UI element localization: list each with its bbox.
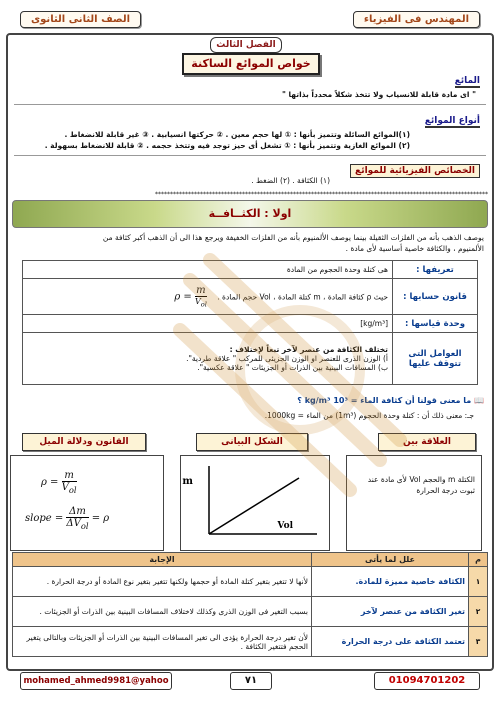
row-answer: بسبب التغير فى الوزن الذرى وكذلك لاختلاف المسافات البينية بين الذرات أو الجزيئات . xyxy=(13,597,312,627)
graph-box xyxy=(180,455,330,551)
law-cell xyxy=(23,279,393,315)
intro-line-2: الألمنيوم ، والكثافة خاصية أساسية لأى مادة . xyxy=(345,244,484,253)
factors-cell xyxy=(23,333,393,385)
row-number: ٣ xyxy=(469,627,488,657)
page-number: ٧١ xyxy=(230,672,272,690)
grade-badge: الصف الثانى الثانوى xyxy=(20,11,141,28)
law-box-label: القانون ودلالة الميل xyxy=(22,433,146,451)
fluid-definition: " اى مادة قابلة للانسياب ولا تتخذ شكلاً محدداً بذاتها " xyxy=(281,90,476,99)
relation-text-2: ثبوت درجة الحرارة xyxy=(416,486,475,495)
unit-label: وحدة قياسها : xyxy=(393,315,478,333)
intro-line-1: يوصف الذهب بأنه من الفلزات الثقيلة بينما يوصف الألمنيوم بأنه من الفلزات الخفيفة ويرجع هذا الى أن الذهب أكبر كثافة من xyxy=(102,233,484,242)
def-value: هى كتلة وحدة الحجوم من المادة xyxy=(23,261,393,279)
props-label: الخصائص الفيزيائية للموائع xyxy=(350,164,480,178)
law-label: قانون حسابها : xyxy=(393,279,478,315)
law-box xyxy=(10,455,164,551)
factors-label: العوامل التى تتوقف عليها xyxy=(393,333,478,385)
graph-ylabel: m xyxy=(182,476,193,487)
qa-header-a: الإجابة xyxy=(13,553,312,567)
row-answer: لأن تغير درجة الحرارة يؤدى الى تغير المسافات البينية بين الذرات أو الجزيئات وبالتالى يتغير الحجم فتتغير الكثافة . xyxy=(13,627,312,657)
row-number: ٢ xyxy=(469,597,488,627)
row-question: تغير الكثافة من عنصر لآخر xyxy=(312,597,469,627)
graph-label: الشكل البيانى xyxy=(196,433,308,451)
types-label: أنواع الموائع xyxy=(424,116,480,126)
row-answer: لأنها لا تتغير بتغير كتلة المادة أو حجمها ولكنها تتغير بتغير نوع المادة أو درجة الحرارة . xyxy=(13,567,312,597)
phone-badge: 01094701202 xyxy=(374,672,480,690)
qa-table xyxy=(12,552,488,657)
law-formula: ρ = m $V_{ol}$ xyxy=(174,284,207,309)
factor-a: أ) الوزن الذرى للعنصر او الوزن الجزيئى للمركب " علاقة طردية". xyxy=(186,354,388,363)
email-badge: mohamed_ahmed9981@yahoo xyxy=(20,672,172,690)
chapter-label: الفصل الثالث xyxy=(210,37,282,53)
unit-value: [kg/m³] xyxy=(23,315,393,333)
def-label: تعريفها : xyxy=(393,261,478,279)
qa-header-q: علل لما يأتى xyxy=(312,553,469,567)
author-badge: المهندس فى الفيزياء xyxy=(353,11,480,28)
relation-text-1: الكتلة m والحجم Vol لأى مادة عند xyxy=(367,475,475,484)
law-formula-2: slope = Δm $\Delta V_{ol}$ = ρ xyxy=(25,506,110,531)
table-row xyxy=(13,627,488,657)
section-band xyxy=(12,200,488,228)
graph-xlabel: Vol xyxy=(277,521,293,531)
relation-text xyxy=(368,474,475,496)
page-title: خواص الموائع الساكنة xyxy=(182,53,320,75)
row-question: تعتمد الكثافة على درجة الحرارة xyxy=(312,627,469,657)
row-number: ١ xyxy=(469,567,488,597)
law-formula-1: ρ = m $V_{ol}$ xyxy=(41,470,77,495)
divider xyxy=(14,155,486,156)
meaning-question-text: ما معنى قولنا أن كثافة الماء = 10³ kg/m³ ؟ xyxy=(297,396,472,405)
top-bar xyxy=(20,7,480,31)
divider xyxy=(14,104,486,105)
qa-header-n: م xyxy=(469,553,488,567)
table-row xyxy=(13,597,488,627)
star-divider: *************************************************************************************************************** xyxy=(155,191,488,198)
density-table xyxy=(22,260,478,385)
meaning-answer: جـ: معنى ذلك أن : كتلة وحدة الحجوم (1m³) من الماء = 1000kg. xyxy=(264,411,474,420)
relation-label: العلاقة بين xyxy=(378,433,476,451)
props-items: (١) الكثافة . (٢) الضغط . xyxy=(251,176,330,185)
law-value: حيث ρ كثافة المادة ، m كتلة المادة ، Vol حجم المادة . xyxy=(217,292,388,301)
fluid-label: المائع xyxy=(454,76,480,86)
relation-box xyxy=(346,455,482,551)
table-row xyxy=(13,567,488,597)
book-icon: 📖 xyxy=(471,396,484,405)
liquids-line: (١)الموائع السائلة وتتميز بأنها : ① لها حجم معين . ② حركتها انسيابية . ③ غير قابلة للانضغاط . xyxy=(64,130,410,139)
row-question: الكثافة خاصية مميزة للمادة. xyxy=(312,567,469,597)
factors-title: تختلف الكثافة من عنصر لآخر تبعاً لإختلاف : xyxy=(229,345,388,354)
section-title: اولا : الكثــافــة xyxy=(208,207,292,220)
graph-svg xyxy=(181,456,329,550)
meaning-question xyxy=(297,396,484,406)
factor-b: ب) المسافات البينية بين الذرات أو الجزيئات " علاقة عكسية". xyxy=(197,363,388,372)
gases-line: (٢) الموائع الغازية وتتميز بأنها : ① تشغل أى حيز توجد فيه وتتخذ حجمه . ② قابلة للانضغاط بسهولة . xyxy=(44,141,410,150)
